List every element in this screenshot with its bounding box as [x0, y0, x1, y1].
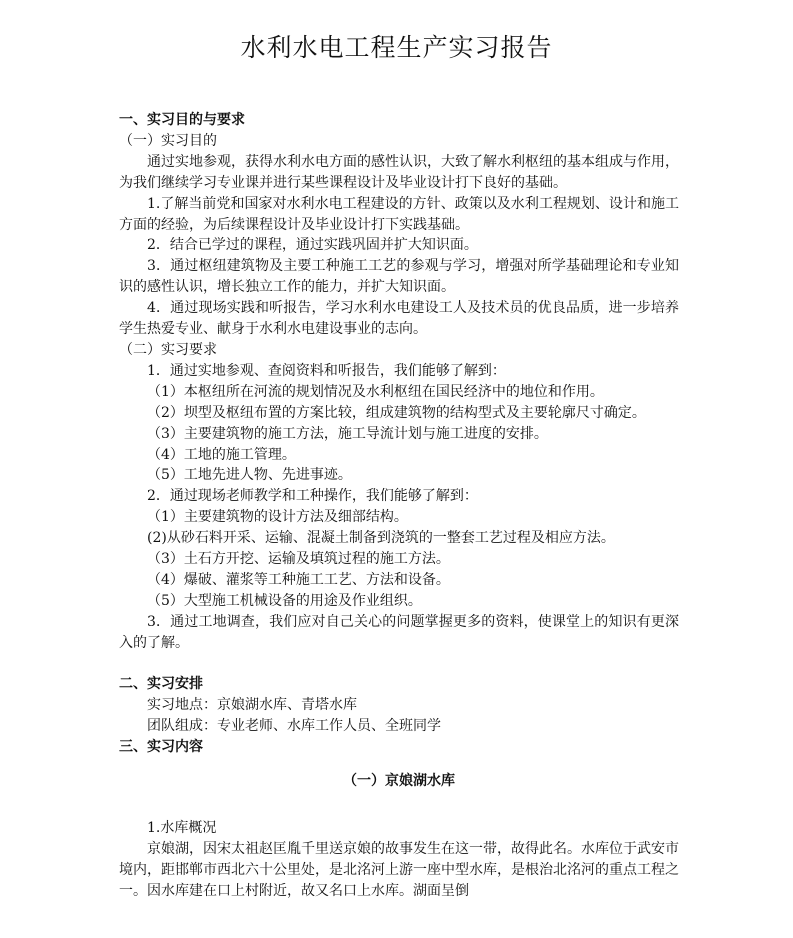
list-item: （3）土石方开挖、运输及填筑过程的施工方法。: [147, 551, 450, 568]
list-item: （4）工地的施工管理。: [147, 446, 296, 463]
section-heading-arrangement: 二、实习安排: [119, 676, 203, 693]
paragraph-overview: 京娘湖，因宋太祖赵匡胤千里送京娘的故事发生在这一带，故得此名。水库位于武安市境内，距邯郸市西北六十公里处，是北洺河上游一座中型水库，是根治北洺河的重点工程之一。因水库建在口上村附近，故又名口上水库。湖面呈倒: [119, 840, 679, 899]
overview-heading: 1.水库概况: [147, 819, 217, 836]
list-item: （5）工地先进人物、先进事迹。: [147, 467, 352, 484]
list-item: 2．结合已学过的课程，通过实践巩固并扩大知识面。: [147, 237, 478, 254]
arrangement-location: 实习地点：京娘湖水库、青塔水库: [147, 697, 357, 714]
section-heading-content: 三、实习内容: [119, 739, 203, 756]
list-item: （4）爆破、灌浆等工种施工工艺、方法和设备。: [147, 571, 450, 588]
document-title: 水利水电工程生产实习报告: [240, 33, 553, 62]
list-item: （2）坝型及枢纽布置的方案比较，组成建筑物的结构型式及主要轮廓尺寸确定。: [147, 404, 646, 421]
list-item: 1．通过实地参观、查阅资料和听报告，我们能够了解到：: [147, 362, 506, 379]
arrangement-team: 团队组成：专业老师、水库工作人员、全班同学: [147, 718, 441, 735]
list-item: （3）主要建筑物的施工方法，施工导流计划与施工进度的安排。: [147, 425, 548, 442]
list-item: 4．通过现场实践和听报告，学习水利水电建设工人及技术员的优良品质，进一步培养学生热爱专业、献身于水利水电建设事业的志向。: [119, 300, 679, 338]
subsection-heading-purpose: （一）实习目的: [119, 132, 217, 149]
list-item: （5）大型施工机械设备的用途及作业组织。: [147, 592, 422, 609]
list-item: (2)从砂石料开采、运输、混凝土制备到浇筑的一整套工艺过程及相应方法。: [147, 530, 615, 547]
spacer: [119, 654, 679, 675]
list-item: 3．通过工地调查，我们应对自己关心的问题掌握更多的资料，使课堂上的知识有更深入的了解。: [119, 613, 679, 651]
paragraph-purpose-intro: 通过实地参观，获得水利水电方面的感性认识，大致了解水利枢纽的基本组成与作用，为我们继续学习专业课并进行某些课程设计及毕业设计打下良好的基础。: [119, 153, 679, 191]
list-item: （1）主要建筑物的设计方法及细部结构。: [147, 509, 408, 526]
list-item: 1.了解当前党和国家对水利水电工程建设的方针、政策以及水利工程规划、设计和施工方面的经验，为后续课程设计及毕业设计打下实践基础。: [119, 195, 679, 233]
document-body: [119, 110, 679, 902]
subsection-heading-jingniang-lake: （一）京娘湖水库: [343, 773, 455, 790]
section-heading-purpose-requirements: 一、实习目的与要求: [119, 112, 245, 128]
list-item: （1）本枢纽所在河流的规划情况及水利枢纽在国民经济中的地位和作用。: [147, 383, 604, 400]
list-item: 3．通过枢纽建筑物及主要工种施工工艺的参观与学习，增强对所学基础理论和专业知识的感性认识，增长独立工作的能力，并扩大知识面。: [119, 258, 679, 296]
subsection-heading-requirements: （二）实习要求: [119, 341, 217, 358]
list-item: 2．通过现场老师教学和工种操作，我们能够了解到：: [147, 488, 478, 505]
